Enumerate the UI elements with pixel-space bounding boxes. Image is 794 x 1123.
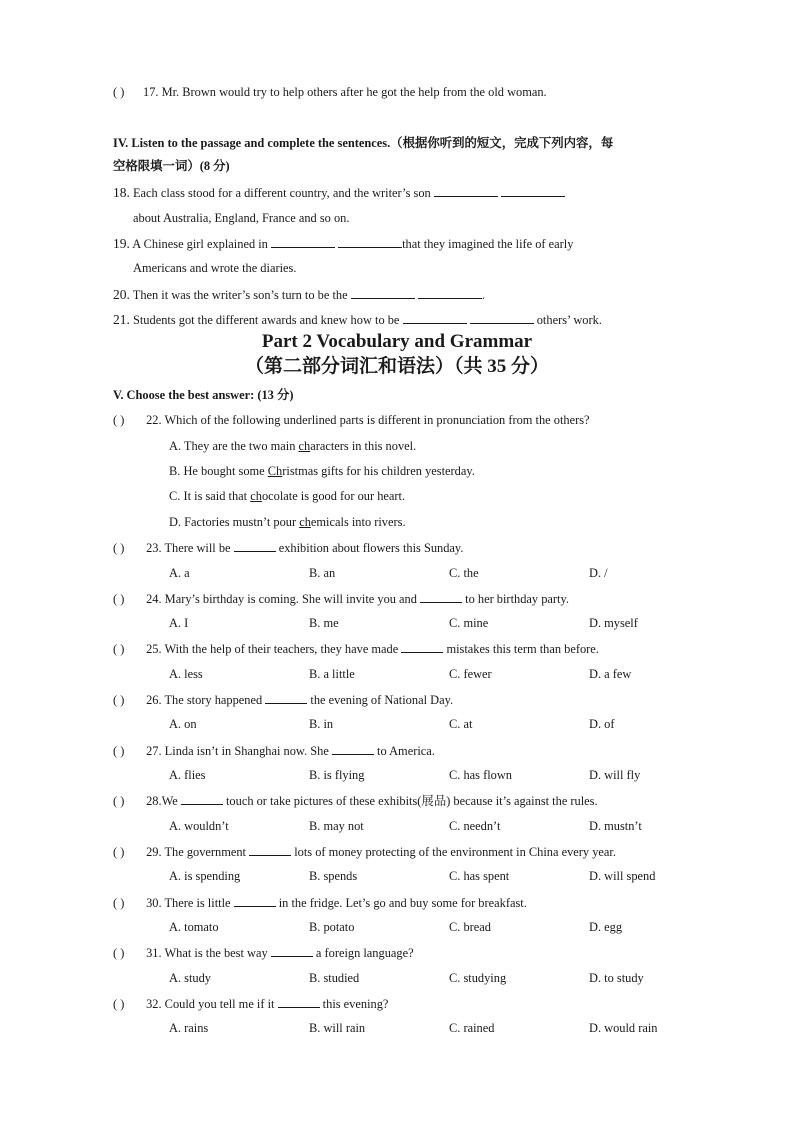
option-text: ristmas gifts for his children yesterday. [282,464,475,478]
option-a[interactable]: A. a [169,566,190,580]
question-19-cont: Americans and wrote the diaries. [133,261,297,275]
answer-blank[interactable] [434,184,498,197]
question-text-after: others’ work. [533,313,602,327]
option-text: aracters in this novel. [310,439,417,453]
question-text-after: in the fridge. Let’s go and buy some for breakfast. [275,896,527,910]
answer-paren[interactable]: ( ) [113,642,125,656]
answer-paren[interactable]: ( ) [113,541,125,555]
question-text: 22. Which of the following underlined parts is different in pronunciation from the others? [143,413,590,427]
question-text-after: a foreign language? [312,946,414,960]
option-c[interactable]: C. the [449,566,479,580]
option-b[interactable]: B. potato [309,920,355,934]
option-a[interactable]: A. flies [169,768,206,782]
part-2-subtitle: （第二部分词汇和语法）（共 35 分） [244,356,549,377]
option-b[interactable]: B. studied [309,971,360,985]
question-26 [113,691,453,708]
option-d[interactable]: D. will spend [589,869,656,883]
option-a[interactable]: A. study [169,971,211,985]
question-27 [113,742,435,759]
question-31 [113,944,414,961]
option-d[interactable]: D. myself [589,616,638,630]
answer-blank [278,995,320,1008]
section-4-heading-cont: 空格限填一词）(8 分) [113,159,230,173]
option-a[interactable]: A. rains [169,1021,209,1035]
option-text: ocolate is good for our heart. [261,489,406,503]
question-29 [113,843,616,860]
underlined-part: Ch [267,464,283,478]
answer-blank [332,742,374,755]
answer-paren[interactable]: ( ) [113,794,125,808]
option-c[interactable]: C. bread [449,920,491,934]
question-text-after: exhibition about flowers this Sunday. [275,541,464,555]
answer-blank [249,843,291,856]
question-20 [113,286,485,303]
option-text: A. They are the two main [169,439,299,453]
question-24 [113,590,569,607]
answer-blank [420,590,462,603]
question-28 [113,792,598,809]
question-19 [113,235,573,252]
question-32 [113,995,388,1012]
option-d[interactable]: D. a few [589,667,632,681]
section-5-heading: V. Choose the best answer: (13 分) [113,388,294,402]
option-a[interactable]: A. less [169,667,203,681]
question-17 [113,84,547,100]
question-25 [113,640,599,657]
question-text: 24. Mary’s birthday is coming. She will invite you and [143,592,421,606]
answer-blank[interactable] [470,311,534,324]
option-d[interactable]: D. mustn’t [589,819,642,833]
answer-paren[interactable]: ( ) [113,896,125,910]
question-text-after: touch or take pictures of these exhibits(展品) because it’s against the rules. [222,794,598,808]
answer-paren: ( ) [113,85,125,99]
question-text-after: this evening? [319,997,389,1011]
underlined-part: ch [299,515,311,529]
question-text: 30. There is little [143,896,234,910]
option-b[interactable]: B. an [309,566,336,580]
answer-paren[interactable]: ( ) [113,693,125,707]
question-text: Then it was the writer’s son’s turn to be the [129,288,351,302]
option-a[interactable] [169,438,416,454]
answer-paren[interactable]: ( ) [113,413,125,427]
question-text: 32. Could you tell me if it [143,997,278,1011]
option-c[interactable]: C. studying [449,971,507,985]
answer-paren[interactable]: ( ) [113,592,125,606]
option-b[interactable]: B. is flying [309,768,365,782]
answer-paren[interactable]: ( ) [113,946,125,960]
question-text: 25. With the help of their teachers, they have made [143,642,402,656]
question-text: A Chinese girl explained in [129,237,271,251]
option-text: D. Factories mustn’t pour [169,515,300,529]
question-18-cont: about Australia, England, France and so on. [133,211,350,225]
answer-paren[interactable]: ( ) [113,744,125,758]
question-text: 26. The story happened [143,693,266,707]
option-text: emicals into rivers. [310,515,406,529]
option-a[interactable]: A. is spending [169,869,241,883]
question-text: 17. Mr. Brown would try to help others after he got the help from the old woman. [143,85,547,99]
option-text: B. He bought some [169,464,268,478]
option-b[interactable]: B. a little [309,667,355,681]
option-a[interactable]: A. wouldn’t [169,819,229,833]
question-text: 29. The government [143,845,250,859]
section-4-heading: IV. Listen to the passage and complete the sentences.（根据你听到的短文，完成下列内容，每 [113,136,614,150]
option-c[interactable] [169,488,405,504]
option-b[interactable]: B. me [309,616,339,630]
answer-blank [271,944,313,957]
question-text-after: . [481,288,485,302]
answer-blank [181,792,223,805]
question-22 [113,412,590,428]
question-number: 21. [113,312,130,327]
option-c[interactable]: C. fewer [449,667,492,681]
question-text: 23. There will be [143,541,234,555]
option-b[interactable]: B. in [309,717,334,731]
answer-blank [265,691,307,704]
option-b[interactable] [169,463,475,479]
answer-blank[interactable] [403,311,467,324]
option-d[interactable] [169,514,406,530]
part-2-title: Part 2 Vocabulary and Grammar [261,331,533,352]
option-b[interactable]: B. will rain [309,1021,366,1035]
question-30 [113,894,527,911]
answer-blank [234,894,276,907]
answer-blank[interactable] [501,184,565,197]
underlined-part: ch [250,489,262,503]
underlined-part: ch [298,439,311,453]
question-text-after: to her birthday party. [462,592,569,606]
answer-blank [234,539,276,552]
question-text-after: that they imagined the life of early [402,237,574,251]
option-c[interactable]: C. mine [449,616,489,630]
option-c[interactable]: C. rained [449,1021,495,1035]
option-text: C. It is said that [169,489,251,503]
question-text: Each class stood for a different country, and the writer’s son [129,186,434,200]
option-c[interactable]: C. has spent [449,869,510,883]
question-number: 20. [113,287,130,302]
option-d[interactable]: D. of [589,717,615,731]
option-d[interactable]: D. to study [589,971,644,985]
question-text-after: mistakes this term than before. [443,642,599,656]
option-d[interactable]: D. egg [589,920,623,934]
question-text: Students got the different awards and knew how to be [129,313,403,327]
question-18 [113,184,565,201]
option-a[interactable]: A. tomato [169,920,219,934]
answer-paren[interactable]: ( ) [113,997,125,1011]
option-b[interactable]: B. spends [309,869,358,883]
option-c[interactable]: C. at [449,717,473,731]
question-number: 19. [113,236,130,251]
option-b[interactable]: B. may not [309,819,364,833]
answer-blank[interactable] [338,235,402,248]
answer-blank[interactable] [418,286,482,299]
question-text: 27. Linda isn’t in Shanghai now. She [143,744,332,758]
option-c[interactable]: C. needn’t [449,819,501,833]
option-a[interactable]: A. I [169,616,189,630]
option-d[interactable]: D. / [589,566,608,580]
question-21 [113,311,602,328]
answer-blank[interactable] [351,286,415,299]
option-c[interactable]: C. has flown [449,768,512,782]
answer-paren[interactable]: ( ) [113,845,125,859]
question-text-after: the evening of National Day. [307,693,454,707]
answer-blank [401,640,443,653]
answer-blank[interactable] [271,235,335,248]
question-23 [113,539,463,556]
option-d[interactable]: D. would rain [589,1021,658,1035]
question-text: 31. What is the best way [143,946,271,960]
option-a[interactable]: A. on [169,717,197,731]
question-text-after: lots of money protecting of the environment in China every year. [291,845,616,859]
question-text-after: to America. [373,744,435,758]
question-number: 18. [113,185,130,200]
question-text: 28.We [143,794,181,808]
option-d[interactable]: D. will fly [589,768,641,782]
